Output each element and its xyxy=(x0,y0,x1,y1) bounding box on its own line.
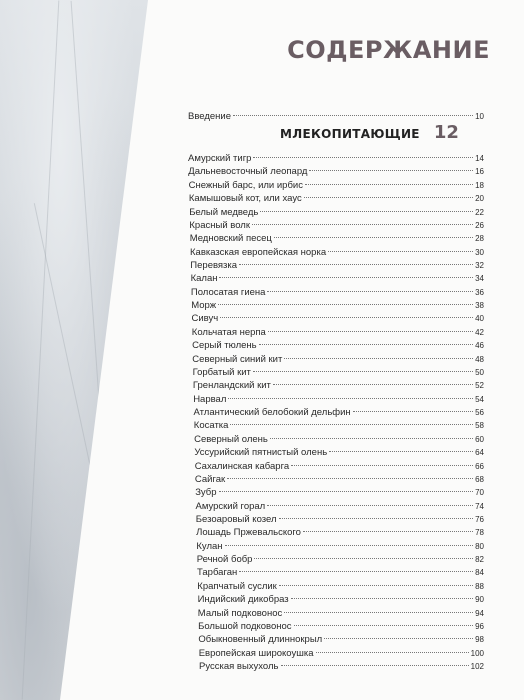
leader-dots xyxy=(329,451,473,452)
toc-entry[interactable] xyxy=(198,621,484,633)
leader-dots xyxy=(305,184,473,185)
toc-entry-page: 36 xyxy=(475,287,484,297)
toc-entry-label: Индийский дикобраз xyxy=(197,594,289,606)
toc-entry-label: Сахалинская кабарга xyxy=(194,460,290,472)
toc-entry-label: Снежный барс, или ирбис xyxy=(188,179,303,191)
toc-entry-label: Малый подковонос xyxy=(197,607,283,619)
toc-entry[interactable] xyxy=(193,394,484,406)
leader-dots xyxy=(274,237,473,238)
leader-dots xyxy=(281,665,469,666)
toc-entry[interactable] xyxy=(196,527,484,539)
leader-dots xyxy=(253,371,473,372)
toc-entry-page: 84 xyxy=(475,568,484,578)
toc-entry[interactable] xyxy=(192,327,484,339)
leader-dots xyxy=(252,224,473,225)
leader-dots xyxy=(294,625,474,626)
toc-entry[interactable] xyxy=(194,407,485,419)
toc-entry-label: Речной бобр xyxy=(196,554,253,566)
toc-entry-page: 28 xyxy=(475,234,484,244)
leader-dots xyxy=(324,638,473,639)
toc-entry-page: 14 xyxy=(475,154,484,163)
toc-entry-label: Обыкновенный длиннокрыл xyxy=(198,634,323,646)
toc-entry-page: 76 xyxy=(475,514,484,524)
toc-entry[interactable] xyxy=(196,514,484,526)
toc-entry-page: 26 xyxy=(475,220,484,230)
toc-entry[interactable] xyxy=(191,273,484,285)
leader-dots xyxy=(279,585,473,586)
toc-entry-label: Кулан xyxy=(196,540,223,552)
toc-entry-label: Полосатая гиена xyxy=(190,286,266,298)
leader-dots xyxy=(220,317,473,318)
toc-entry-page: 80 xyxy=(475,541,484,551)
toc-entry[interactable] xyxy=(190,233,484,245)
toc-entry-page: 88 xyxy=(475,581,484,591)
toc-entry-label: Крапчатый суслик xyxy=(197,580,277,592)
leader-dots xyxy=(284,612,473,613)
leader-dots xyxy=(291,598,473,599)
leader-dots xyxy=(316,652,469,653)
toc-entry-label: Большой подковонос xyxy=(198,620,292,632)
toc-entry-page: 50 xyxy=(475,367,484,377)
toc-entry-page: 66 xyxy=(475,461,484,471)
leader-dots xyxy=(219,277,473,278)
toc-entry[interactable] xyxy=(194,447,484,459)
leader-dots xyxy=(233,115,473,116)
toc-entry[interactable] xyxy=(195,461,484,473)
toc-entry-page: 40 xyxy=(475,314,484,324)
toc-entry-page: 96 xyxy=(475,621,484,631)
toc-entry-label: Морж xyxy=(191,300,217,312)
toc-entry-label: Русская выхухоль xyxy=(199,661,279,672)
toc-entry-page: 58 xyxy=(475,421,484,431)
toc-entry-label: Тарбаган xyxy=(197,567,238,579)
toc-entry-page: 20 xyxy=(475,194,484,204)
toc-entry-page: 102 xyxy=(470,662,484,671)
leader-dots xyxy=(304,197,473,198)
toc-entry-page: 60 xyxy=(475,434,484,444)
toc-entry[interactable] xyxy=(188,166,484,178)
toc-entry[interactable] xyxy=(189,207,484,219)
toc-entry-label: Косатка xyxy=(193,420,229,432)
toc-entry[interactable] xyxy=(190,260,484,272)
toc-entry-page: 30 xyxy=(475,247,484,257)
leader-dots xyxy=(267,505,473,506)
toc-entry-label: Перевязка xyxy=(190,259,238,271)
toc-entry-label: Горбатый кит xyxy=(192,366,251,378)
toc-entry-label: Дальневосточный леопард xyxy=(188,166,308,178)
toc-entry-page: 70 xyxy=(475,488,484,498)
toc-entry[interactable] xyxy=(189,193,484,205)
toc-entry-page: 54 xyxy=(475,394,484,404)
toc-entry-page: 52 xyxy=(475,381,484,391)
leader-dots xyxy=(303,531,473,532)
toc-entry-page: 38 xyxy=(475,301,484,311)
toc-entry[interactable] xyxy=(189,220,484,232)
toc-entry-label: Уссурийский пятнистый олень xyxy=(194,447,328,459)
toc-entry[interactable] xyxy=(194,420,484,432)
toc-entry[interactable] xyxy=(195,474,484,486)
toc-entry[interactable] xyxy=(199,661,484,673)
toc-entry-page: 98 xyxy=(475,635,484,645)
leader-dots xyxy=(353,411,473,412)
leader-dots xyxy=(230,424,473,425)
leader-dots xyxy=(228,398,473,399)
leader-dots xyxy=(291,465,473,466)
toc-entry-label: Белый медведь xyxy=(189,206,259,218)
toc-entry-label: Безоаровый козел xyxy=(195,513,277,525)
toc-entry-page: 82 xyxy=(475,555,484,565)
toc-entry-page: 16 xyxy=(475,167,484,177)
toc-entry[interactable] xyxy=(193,367,484,379)
section-heading xyxy=(280,122,459,143)
toc-entry-label: Атлантический белобокий дельфин xyxy=(193,407,351,418)
toc-entry[interactable] xyxy=(193,380,484,392)
toc-entry-page: 94 xyxy=(475,608,484,618)
leader-dots xyxy=(267,291,473,292)
toc-entry-label: Европейская широкоушка xyxy=(198,647,314,659)
toc-entry-label: Лошадь Пржевальского xyxy=(196,527,301,539)
toc-entry-page: 64 xyxy=(475,448,484,458)
toc-entry-label: Зубр xyxy=(195,487,217,499)
leader-dots xyxy=(218,304,473,305)
toc-entry-page: 100 xyxy=(470,648,484,658)
toc-entry-page: 48 xyxy=(475,354,484,364)
leader-dots xyxy=(227,478,473,479)
toc-entry[interactable] xyxy=(194,434,484,446)
leader-dots xyxy=(260,211,473,212)
leader-dots xyxy=(273,384,473,385)
toc-entry-label: Кольчатая нерпа xyxy=(191,326,266,338)
toc-entry-label: Сивуч xyxy=(191,313,219,325)
toc-entry[interactable] xyxy=(188,153,484,165)
toc-entry-label: Камышовый кот, или хаус xyxy=(188,193,302,205)
toc-entry-page: 46 xyxy=(475,341,484,351)
toc-entry[interactable] xyxy=(189,180,484,192)
toc-entry-page: 10 xyxy=(475,112,484,121)
toc-entry[interactable] xyxy=(198,608,484,620)
toc-entry-label: Амурский горал xyxy=(195,500,266,512)
toc-entry[interactable] xyxy=(191,287,484,299)
toc-entry[interactable] xyxy=(199,648,484,660)
toc-entry[interactable] xyxy=(190,247,484,259)
toc-entry-page: 18 xyxy=(475,180,484,190)
section-page-number: 12 xyxy=(433,122,459,143)
leader-dots xyxy=(309,170,473,171)
toc-entry-label: Нарвал xyxy=(193,393,227,405)
page-title: СОДЕРЖАНИЕ xyxy=(287,36,490,64)
toc-entry-page: 34 xyxy=(475,274,484,284)
leader-dots xyxy=(268,331,473,332)
toc-entry-label: Серый тюлень xyxy=(192,340,257,352)
toc-entry-label: Гренландский кит xyxy=(192,380,271,392)
toc-entry-label: Северный олень xyxy=(194,433,268,445)
toc-entry[interactable] xyxy=(191,300,484,312)
toc-entry-label: Калан xyxy=(190,273,218,285)
toc-entry-page: 74 xyxy=(475,501,484,511)
toc-entry[interactable] xyxy=(196,501,485,513)
toc-entry-label: Сайгак xyxy=(194,473,226,485)
toc-entry-page: 56 xyxy=(475,408,484,417)
toc-entry-label: Кавказская европейская норка xyxy=(190,246,327,258)
toc-entry[interactable] xyxy=(192,340,484,352)
toc-entry[interactable] xyxy=(197,581,484,593)
toc-entry[interactable] xyxy=(198,634,484,646)
leader-dots xyxy=(253,157,473,158)
toc-entry[interactable] xyxy=(198,594,484,606)
toc-entry-page: 22 xyxy=(475,207,484,217)
toc-entry-label: Медновский песец xyxy=(189,233,272,245)
toc-entry-label: Амурский тигр xyxy=(188,153,252,164)
section-name: МЛЕКОПИТАЮЩИЕ xyxy=(280,127,420,141)
leader-dots xyxy=(219,491,474,492)
leader-dots xyxy=(270,438,473,439)
toc-entry-label: Красный волк xyxy=(189,219,250,231)
leader-dots xyxy=(328,251,473,252)
toc-entry[interactable] xyxy=(196,541,484,553)
toc-entry[interactable] xyxy=(192,313,485,325)
toc-entry[interactable] xyxy=(197,567,484,579)
toc-entry-page: 68 xyxy=(475,474,484,484)
toc-entry[interactable] xyxy=(197,554,484,566)
leader-dots xyxy=(279,518,474,519)
toc-entry[interactable] xyxy=(195,487,484,499)
toc-entry-page: 78 xyxy=(475,528,484,538)
toc-entry-label: Введение xyxy=(188,111,232,122)
leader-dots xyxy=(239,571,473,572)
toc-entry-page: 90 xyxy=(475,595,484,605)
leader-dots xyxy=(284,358,473,359)
leader-dots xyxy=(225,545,474,546)
leader-dots xyxy=(254,558,473,559)
toc-entry-page: 32 xyxy=(475,260,484,270)
toc-entry[interactable] xyxy=(192,354,484,366)
leader-dots xyxy=(239,264,473,265)
toc-entry-label: Северный синий кит xyxy=(192,353,283,365)
toc-entry-page: 42 xyxy=(475,327,484,337)
leader-dots xyxy=(259,344,474,345)
